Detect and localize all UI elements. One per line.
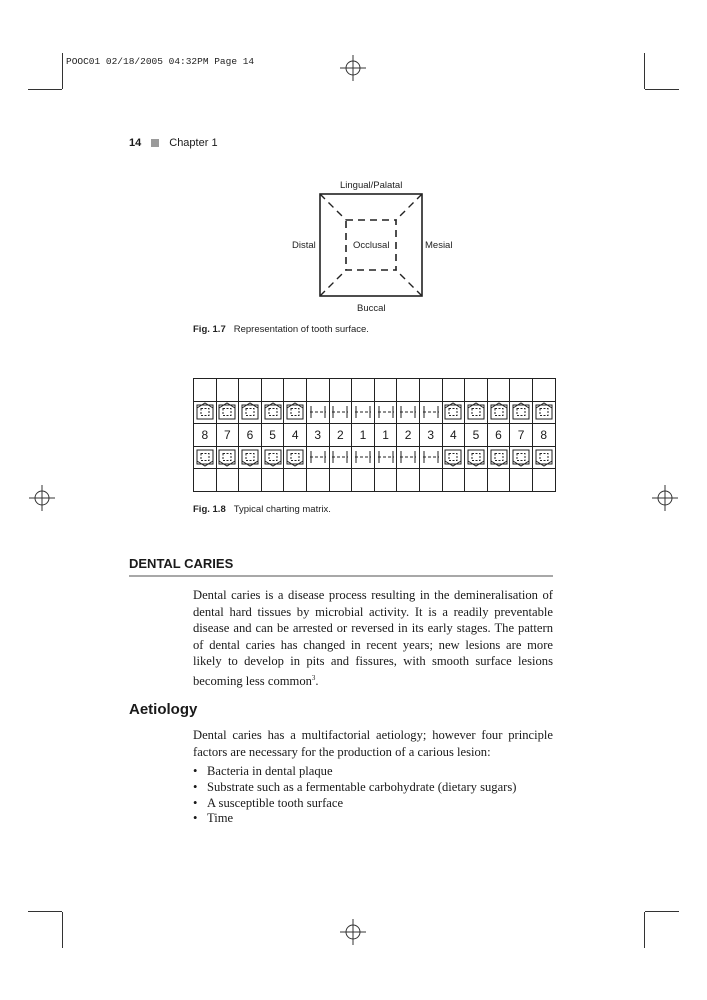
- tooth-number: 7: [510, 424, 533, 447]
- label-mesial: Mesial: [425, 240, 453, 251]
- matrix-cell: [397, 379, 420, 402]
- caption-number: Fig. 1.7: [193, 324, 226, 335]
- posterior-tooth-icon: [216, 401, 239, 424]
- posterior-tooth-icon: [216, 446, 239, 469]
- matrix-cell: [306, 469, 329, 492]
- matrix-cell: [329, 379, 352, 402]
- tooth-number: 8: [194, 424, 217, 447]
- anterior-tooth-icon: [352, 401, 375, 424]
- tooth-number: 2: [397, 424, 420, 447]
- matrix-row-blank: [194, 469, 556, 492]
- matrix-cell: [374, 469, 397, 492]
- posterior-tooth-icon: [194, 446, 217, 469]
- anterior-tooth-icon: [419, 446, 442, 469]
- anterior-tooth-icon: [329, 446, 352, 469]
- matrix-row-numbers: [194, 424, 556, 447]
- matrix-cell: [352, 469, 375, 492]
- anterior-tooth-icon: [419, 401, 442, 424]
- matrix-cell: [510, 379, 533, 402]
- list-item: • Time: [193, 811, 516, 827]
- anterior-tooth-icon: [329, 401, 352, 424]
- tooth-number: 7: [216, 424, 239, 447]
- matrix-cell: [419, 379, 442, 402]
- factor-list: [193, 764, 516, 827]
- reference-superscript: 3: [311, 673, 316, 682]
- label-occlusal: Occlusal: [353, 240, 390, 251]
- matrix-cell: [329, 469, 352, 492]
- list-item: • Substrate such as a fermentable carbohydrate (dietary sugars): [193, 780, 516, 796]
- anterior-tooth-icon: [397, 401, 420, 424]
- caption-text: Representation of tooth surface.: [233, 324, 369, 335]
- subsection-heading: Aetiology: [129, 701, 198, 718]
- matrix-cell: [284, 379, 307, 402]
- print-slug: POOC01 02/18/2005 04:32PM Page 14: [66, 56, 255, 67]
- caption-text: Typical charting matrix.: [233, 504, 331, 515]
- matrix-cell: [487, 379, 510, 402]
- matrix-cell: [239, 469, 262, 492]
- matrix-cell: [532, 469, 555, 492]
- list-item: • Bacteria in dental plaque: [193, 764, 516, 780]
- matrix-cell: [487, 469, 510, 492]
- matrix-cell: [216, 469, 239, 492]
- matrix-cell: [306, 379, 329, 402]
- registration-mark-left-icon: [29, 485, 55, 511]
- page-number: 14: [129, 137, 142, 149]
- posterior-tooth-icon: [194, 401, 217, 424]
- posterior-tooth-icon: [442, 446, 465, 469]
- anterior-tooth-icon: [306, 446, 329, 469]
- running-head: [129, 137, 218, 149]
- label-distal: Distal: [292, 240, 316, 251]
- charting-matrix: [193, 378, 556, 492]
- anterior-tooth-icon: [306, 401, 329, 424]
- tooth-number: 8: [532, 424, 555, 447]
- matrix-cell: [397, 469, 420, 492]
- matrix-cell: [216, 379, 239, 402]
- posterior-tooth-icon: [465, 401, 488, 424]
- tooth-number: 4: [442, 424, 465, 447]
- registration-mark-bottom-icon: [340, 919, 366, 945]
- tooth-number: 3: [419, 424, 442, 447]
- figure-caption-1-8: [193, 504, 331, 515]
- posterior-tooth-icon: [261, 401, 284, 424]
- matrix-cell: [510, 469, 533, 492]
- registration-mark-top-icon: [340, 55, 366, 81]
- tooth-number: 1: [374, 424, 397, 447]
- matrix-row-upper: [194, 401, 556, 424]
- anterior-tooth-icon: [374, 446, 397, 469]
- label-lingual-palatal: Lingual/Palatal: [340, 180, 403, 191]
- matrix-cell: [465, 379, 488, 402]
- caption-number: Fig. 1.8: [193, 504, 226, 515]
- subsection-paragraph: Dental caries has a multifactorial aetiology; however four principle factors are necessary for the production of a carious lesion:: [193, 728, 553, 759]
- matrix-cell: [284, 469, 307, 492]
- posterior-tooth-icon: [284, 446, 307, 469]
- posterior-tooth-icon: [487, 446, 510, 469]
- posterior-tooth-icon: [239, 401, 262, 424]
- posterior-tooth-icon: [261, 446, 284, 469]
- matrix-cell: [419, 469, 442, 492]
- posterior-tooth-icon: [465, 446, 488, 469]
- tooth-number: 5: [465, 424, 488, 447]
- matrix-row-lower: [194, 446, 556, 469]
- tooth-number: 1: [352, 424, 375, 447]
- anterior-tooth-icon: [397, 446, 420, 469]
- posterior-tooth-icon: [532, 446, 555, 469]
- tooth-number: 6: [239, 424, 262, 447]
- matrix-cell: [532, 379, 555, 402]
- tooth-number: 4: [284, 424, 307, 447]
- registration-mark-right-icon: [652, 485, 678, 511]
- posterior-tooth-icon: [442, 401, 465, 424]
- square-bullet-icon: [151, 139, 159, 147]
- matrix-cell: [442, 469, 465, 492]
- chapter-title: Chapter 1: [169, 137, 218, 149]
- matrix-cell: [374, 379, 397, 402]
- matrix-row-blank: [194, 379, 556, 402]
- matrix-cell: [261, 379, 284, 402]
- tooth-number: 2: [329, 424, 352, 447]
- posterior-tooth-icon: [487, 401, 510, 424]
- anterior-tooth-icon: [374, 401, 397, 424]
- posterior-tooth-icon: [239, 446, 262, 469]
- section-paragraph: Dental caries is a disease process resulting in the demineralisation of dental hard tissues by microbial activity. It is a readily preventable disease and can be arrested or reversed in its early stages. The pattern of dental caries has changed in recent years; new lesions are more likely to develop in pits and fissures, with smooth surface lesions becoming less common$^3$.: [193, 588, 553, 688]
- matrix-cell: [194, 379, 217, 402]
- tooth-number: 3: [306, 424, 329, 447]
- figure-caption-1-7: [193, 324, 369, 335]
- paragraph-text: Dental caries is a disease process resulting in the demineralisation of dental hard tissues by microbial activity. It is a readily preventable disease and can be arrested or reversed in its early stages. The pattern of dental caries has changed in recent years; new lesions are more likely to develop in pits and fissures, with smooth surface lesions becoming less common: [193, 588, 553, 688]
- matrix-cell: [465, 469, 488, 492]
- posterior-tooth-icon: [284, 401, 307, 424]
- tooth-number: 6: [487, 424, 510, 447]
- posterior-tooth-icon: [510, 446, 533, 469]
- posterior-tooth-icon: [532, 401, 555, 424]
- matrix-cell: [261, 469, 284, 492]
- list-item: • A susceptible tooth surface: [193, 796, 516, 812]
- posterior-tooth-icon: [510, 401, 533, 424]
- anterior-tooth-icon: [352, 446, 375, 469]
- matrix-cell: [352, 379, 375, 402]
- section-heading: DENTAL CARIES: [129, 556, 553, 577]
- matrix-cell: [442, 379, 465, 402]
- label-buccal: Buccal: [357, 303, 386, 314]
- matrix-cell: [239, 379, 262, 402]
- tooth-number: 5: [261, 424, 284, 447]
- matrix-cell: [194, 469, 217, 492]
